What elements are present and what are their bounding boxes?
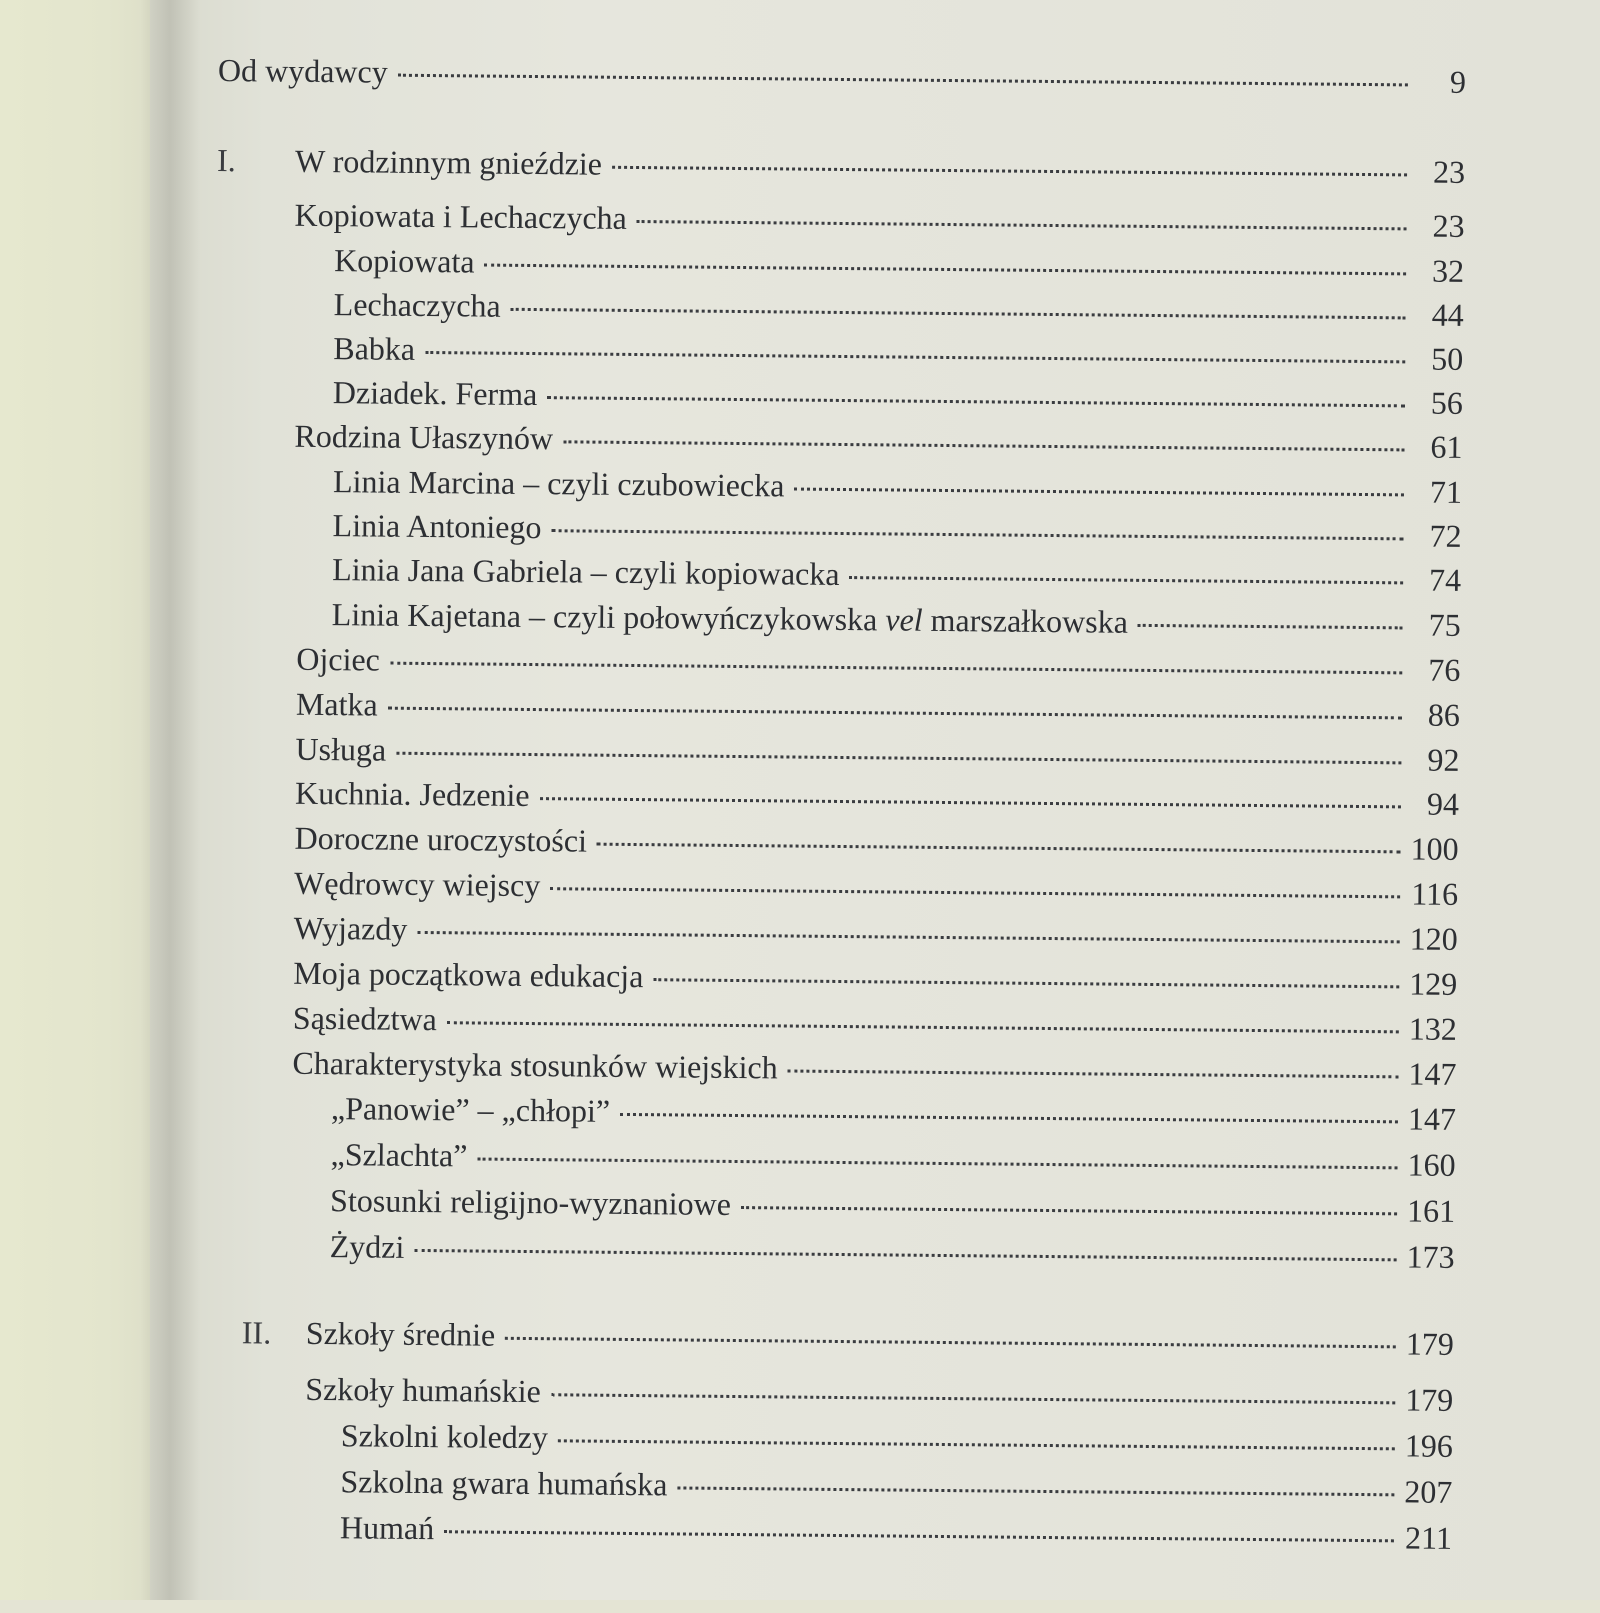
toc-entry-label: Wędrowcy wiejscy (294, 864, 541, 904)
label-text: Linia Kajetana – czyli połowyńczykowska (331, 596, 878, 638)
toc-entry[interactable] (296, 684, 1460, 735)
toc-entry[interactable] (330, 1180, 1455, 1231)
dot-leader (741, 1206, 1397, 1215)
dot-leader (505, 1337, 1396, 1349)
dot-leader (511, 308, 1406, 320)
toc-entry[interactable] (305, 1369, 1453, 1420)
toc-entry-label: Lechaczycha (333, 286, 501, 324)
label-text: marszałkowska (930, 601, 1129, 640)
toc-entry-label (332, 594, 1129, 642)
chapter-title: W rodzinnym gnieździe (294, 142, 603, 182)
toc-entry-page: 129 (1409, 965, 1458, 1002)
dot-leader (390, 662, 1402, 675)
toc-entry-label: Dziadek. Ferma (332, 374, 538, 413)
toc-entry-page: 132 (1408, 1010, 1458, 1047)
toc-entry-page: 76 (1428, 651, 1461, 688)
label-italic: vel (885, 601, 923, 638)
toc-entry-label: Linia Marcina – czyli czubowiecka (332, 463, 785, 504)
toc-entry[interactable] (330, 1134, 1455, 1185)
toc-entry-page: 173 (1406, 1238, 1455, 1275)
toc-entry-page: 71 (1429, 473, 1463, 510)
dot-leader (485, 264, 1407, 276)
toc-entry-label: Kopiowata (334, 242, 475, 280)
dot-leader (550, 887, 1400, 898)
dot-leader (1138, 624, 1403, 630)
toc-entry-page: 161 (1406, 1192, 1456, 1229)
dot-leader (396, 752, 1401, 765)
dot-leader (794, 488, 1404, 497)
toc-entry-label: Humań (339, 1509, 435, 1547)
toc-entry[interactable] (334, 240, 1464, 291)
dot-leader (477, 1158, 1397, 1170)
toc-entry-page: 23 (1432, 207, 1465, 244)
toc-entry[interactable] (294, 863, 1458, 914)
dot-leader (597, 843, 1401, 854)
toc-entry-label: „Szlachta” (330, 1136, 468, 1174)
toc-entry-label: Szkolna gwara humańska (340, 1463, 668, 1503)
toc-entry-label: Matka (295, 685, 378, 723)
dot-leader (414, 1249, 1396, 1261)
toc-entry[interactable] (333, 328, 1463, 379)
chapter-number: I. (216, 141, 236, 179)
toc-entry-page: 32 (1431, 252, 1465, 289)
toc-entry-label: Doroczne uroczystości (294, 819, 588, 859)
toc-entry[interactable] (333, 372, 1463, 423)
toc-entry[interactable] (341, 1415, 1453, 1466)
dot-leader (444, 1530, 1394, 1542)
toc-entry[interactable] (294, 195, 1464, 246)
toc-entry-label: Usługa (295, 730, 387, 768)
toc-entry[interactable] (295, 773, 1459, 824)
toc-entry-label: Rodzina Ułaszynów (294, 417, 554, 457)
dot-leader (612, 166, 1407, 177)
toc-entry-page: 196 (1404, 1427, 1454, 1464)
toc-entry-page: 23 (1432, 153, 1466, 190)
toc-entry-label: Kuchnia. Jedzenie (294, 774, 530, 814)
toc-entry-page: 94 (1426, 785, 1460, 822)
dot-leader (540, 797, 1401, 808)
toc-entry-page: 61 (1430, 428, 1463, 465)
toc-entry-page: 86 (1427, 696, 1461, 733)
toc-entry-page: 179 (1405, 1325, 1455, 1362)
toc-entry-page: 9 (1449, 63, 1467, 100)
dot-leader (653, 978, 1399, 988)
toc-entry[interactable] (333, 461, 1462, 512)
toc-entry-page: 44 (1431, 296, 1464, 333)
toc-entry-page: 160 (1407, 1146, 1456, 1183)
toc-entry-label: Żydzi (329, 1228, 405, 1265)
dot-leader (551, 1393, 1395, 1404)
toc-entry[interactable] (295, 729, 1459, 780)
dot-leader (447, 1021, 1399, 1033)
dot-leader (563, 440, 1404, 451)
toc-entry-page: 147 (1407, 1100, 1457, 1137)
dot-leader (398, 74, 1408, 87)
toc-entry-label: Kopiowata i Lechaczycha (294, 196, 628, 236)
toc-entry-label: Ojciec (296, 640, 381, 678)
dot-leader (620, 1113, 1398, 1123)
toc-entry-label: Linia Jana Gabriela – czyli kopiowacka (332, 551, 840, 592)
toc-chapter-2[interactable] (242, 1312, 1454, 1364)
dot-leader (417, 931, 1399, 943)
toc-entry[interactable] (293, 998, 1457, 1049)
toc-entry-page: 50 (1431, 340, 1464, 377)
toc-entry-label: Babka (333, 330, 416, 367)
toc-entry[interactable] (294, 818, 1458, 869)
toc-entry-page: 56 (1430, 384, 1464, 421)
dot-leader (677, 1486, 1394, 1496)
toc-entry[interactable] (340, 1507, 1452, 1558)
toc-entry[interactable] (331, 1088, 1456, 1139)
toc-entry[interactable] (330, 1226, 1455, 1277)
chapter-title: Szkoły średnie (305, 1314, 496, 1353)
toc-entry-front[interactable] (218, 50, 1466, 102)
toc-entry-page: 211 (1404, 1519, 1453, 1556)
toc-entry-label: Szkolni koledzy (340, 1417, 549, 1456)
toc-entry[interactable] (334, 284, 1464, 335)
toc-entry-label: Sąsiedztwa (292, 999, 438, 1038)
toc-entry-label: Od wydawcy (217, 51, 388, 90)
toc-entry-page: 72 (1429, 517, 1462, 554)
toc-entry-page: 120 (1409, 920, 1458, 957)
toc-entry[interactable] (292, 1043, 1456, 1094)
toc-entry[interactable] (332, 505, 1461, 556)
toc-entry-page: 116 (1411, 875, 1459, 912)
toc-entry[interactable] (340, 1461, 1452, 1512)
toc-chapter-1[interactable] (217, 140, 1465, 192)
toc-entry-label: Charakterystyka stosunków wiejskich (292, 1044, 778, 1086)
toc-entry-label: Moja początkowa edukacja (293, 954, 644, 995)
toc-entry-page: 100 (1410, 830, 1459, 867)
toc-entry-page: 179 (1405, 1381, 1454, 1418)
toc-entry[interactable] (294, 908, 1458, 959)
toc-entry[interactable] (296, 639, 1460, 690)
toc-entry-page: 92 (1427, 741, 1460, 778)
toc-entry-label: „Panowie” – „chłopi” (330, 1090, 611, 1129)
toc-entry-page: 75 (1428, 606, 1461, 643)
toc-entry-label: Stosunki religijno-wyznaniowe (329, 1182, 732, 1222)
chapter-number: II. (241, 1314, 272, 1351)
toc-entry-label: Wyjazdy (293, 909, 408, 947)
toc-entry[interactable] (332, 594, 1461, 645)
dot-leader (558, 1439, 1395, 1450)
dot-leader (637, 220, 1407, 230)
dot-leader (551, 529, 1403, 540)
dot-leader (849, 576, 1403, 584)
toc-entry-page: 74 (1428, 561, 1462, 598)
toc-entry[interactable] (294, 416, 1462, 467)
toc-entry[interactable] (293, 953, 1457, 1004)
toc-entry-label: Linia Antoniego (332, 507, 542, 546)
dot-leader (388, 707, 1402, 720)
dot-leader (425, 351, 1405, 363)
toc-entry-label: Szkoły humańskie (305, 1370, 542, 1410)
toc-entry-page: 207 (1404, 1473, 1453, 1510)
dot-leader (547, 396, 1405, 407)
dot-leader (788, 1069, 1399, 1078)
toc-entry[interactable] (332, 549, 1461, 600)
toc-entry-page: 147 (1408, 1055, 1457, 1092)
